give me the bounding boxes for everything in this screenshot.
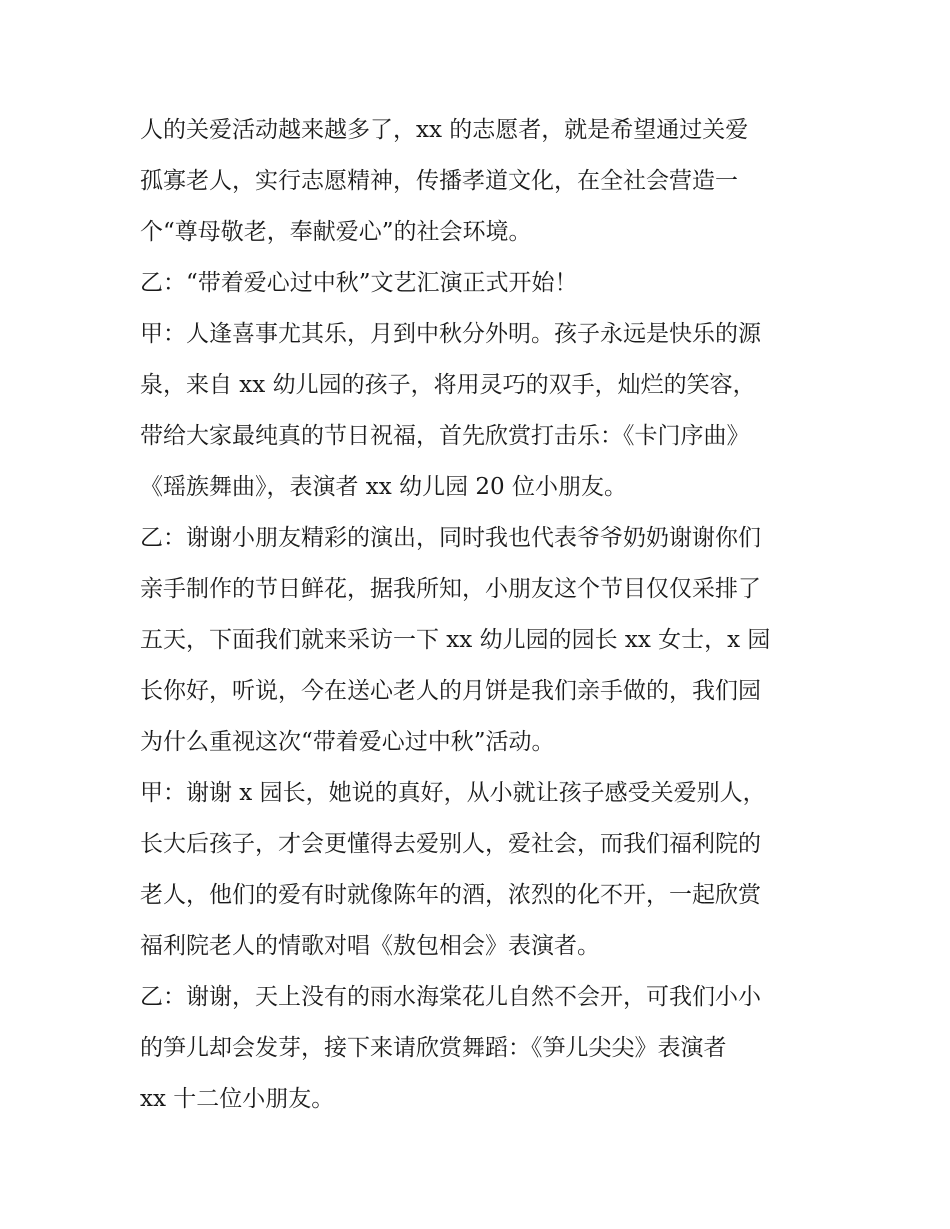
text-line: 人的关爱活动越来越多了，xx 的志愿者，就是希望通过关爱 [140, 117, 749, 143]
text-line: 甲：人逢喜事尤其乐，月到中秋分外明。孩子永远是快乐的源 [140, 321, 761, 347]
text-line: 长你好，听说，今在送心老人的月饼是我们亲手做的，我们园 [140, 678, 761, 704]
text-line: 亲手制作的节日鲜花，据我所知，小朋友这个节目仅仅采排了 [140, 576, 761, 602]
text-line: 孤寡老人，实行志愿精神，传播孝道文化，在全社会营造一 [140, 168, 738, 194]
text-line: 乙：“带着爱心过中秋”文艺汇演正式开始！ [140, 270, 578, 296]
text-line: 带给大家最纯真的节日祝福，首先欣赏打击乐：《卡门序曲》 [140, 423, 750, 449]
text-line: 老人，他们的爱有时就像陈年的酒，浓烈的化不开，一起欣赏 [140, 882, 761, 908]
text-line: 乙：谢谢小朋友精彩的演出，同时我也代表爷爷奶奶谢谢你们 [140, 525, 761, 551]
text-line: 长大后孩子，才会更懂得去爱别人，爱社会，而我们福利院的 [140, 831, 761, 857]
text-line: 泉，来自 xx 幼儿园的孩子，将用灵巧的双手，灿烂的笑容， [140, 372, 756, 398]
text-line: 个“尊母敬老，奉献爱心”的社会环境。 [140, 219, 532, 245]
text-line: xx 十二位小朋友。 [140, 1086, 335, 1112]
document-body [140, 105, 830, 1125]
text-line: 乙：谢谢，天上没有的雨水海棠花儿自然不会开，可我们小小 [140, 984, 761, 1010]
text-line: 《瑶族舞曲》，表演者 xx 幼儿园 20 位小朋友。 [140, 474, 627, 500]
text-line: 福利院老人的情歌对唱《敖包相会》表演者。 [140, 933, 600, 959]
text-line: 的笋儿却会发芽，接下来请欣赏舞蹈：《笋儿尖尖》表演者 [140, 1035, 727, 1061]
text-line: 甲：谢谢 x 园长，她说的真好，从小就让孩子感受关爱别人， [140, 780, 766, 806]
text-line: 五天，下面我们就来采访一下 xx 幼儿园的园长 xx 女士，x 园 [140, 627, 771, 653]
text-line: 为什么重视这次“带着爱心过中秋”活动。 [140, 729, 555, 755]
